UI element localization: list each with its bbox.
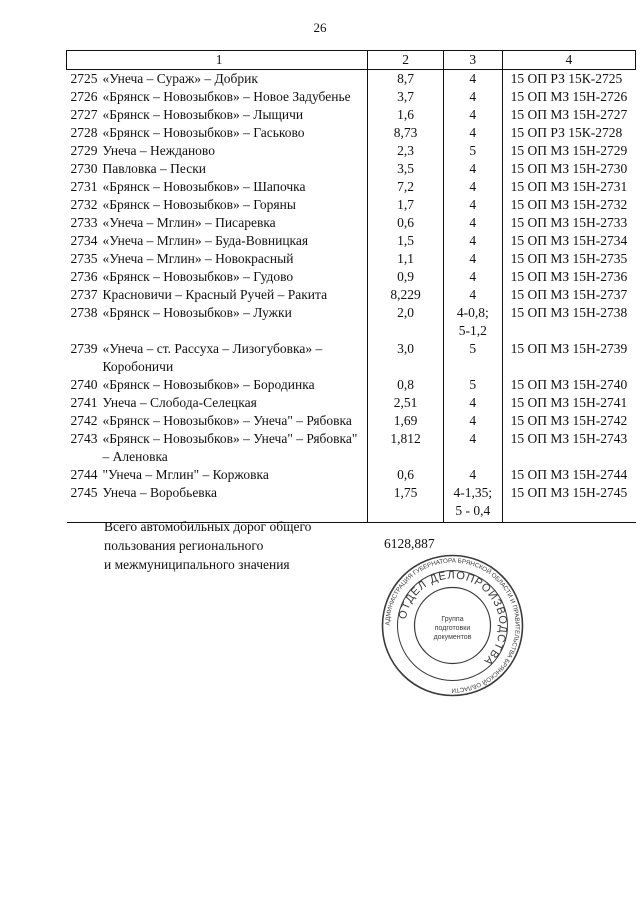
summary-total: 6128,887 bbox=[384, 536, 435, 551]
road-name-cell bbox=[67, 340, 368, 376]
road-code: 15 ОП МЗ 15Н-2729 bbox=[502, 142, 635, 160]
table-row bbox=[67, 250, 636, 268]
road-name: «Брянск – Новозыбков» – Шапочка bbox=[102, 179, 306, 194]
road-name-cell bbox=[67, 430, 368, 466]
road-code: 15 ОП МЗ 15Н-2734 bbox=[502, 232, 635, 250]
road-category: 5 bbox=[443, 376, 502, 394]
road-name-cell bbox=[67, 250, 368, 268]
summary-line: Всего автомобильных дорог общего bbox=[104, 519, 312, 534]
row-number: 2738 bbox=[70, 305, 98, 320]
department-stamp bbox=[380, 553, 525, 698]
column-header-category: 3 bbox=[443, 51, 502, 70]
summary-line: и межмуниципального значения bbox=[104, 557, 290, 572]
summary-label bbox=[104, 517, 311, 574]
row-number: 2731 bbox=[70, 179, 98, 194]
road-length: 3,0 bbox=[368, 340, 444, 376]
row-number: 2728 bbox=[70, 125, 98, 140]
road-code: 15 ОП МЗ 15Н-2736 bbox=[502, 268, 635, 286]
road-name: Унеча – Воробьевка bbox=[102, 485, 218, 500]
road-name: «Унеча – Мглин» – Новокрасный bbox=[102, 251, 294, 266]
road-name-cell bbox=[67, 268, 368, 286]
road-category: 4 bbox=[443, 70, 502, 89]
road-code: 15 ОП МЗ 15Н-2743 bbox=[502, 430, 635, 466]
road-category: 4 bbox=[443, 88, 502, 106]
page-number: 26 bbox=[313, 20, 327, 35]
road-category: 4 bbox=[443, 412, 502, 430]
road-code: 15 ОП МЗ 15Н-2731 bbox=[502, 178, 635, 196]
road-category: 4 bbox=[443, 232, 502, 250]
road-code: 15 ОП МЗ 15Н-2733 bbox=[502, 214, 635, 232]
road-length: 2,3 bbox=[368, 142, 444, 160]
table-row bbox=[67, 124, 636, 142]
road-code: 15 ОП МЗ 15Н-2727 bbox=[502, 106, 635, 124]
row-number: 2743 bbox=[70, 431, 98, 446]
road-length: 1,812 bbox=[368, 430, 444, 466]
road-length: 1,69 bbox=[368, 412, 444, 430]
table-row bbox=[67, 196, 636, 214]
road-name-cell bbox=[67, 160, 368, 178]
road-category: 5 bbox=[443, 142, 502, 160]
roads-table bbox=[66, 50, 636, 523]
stamp-center-line: Группа bbox=[441, 616, 464, 623]
row-number: 2741 bbox=[70, 395, 98, 410]
row-number: 2733 bbox=[70, 215, 98, 230]
table-row bbox=[67, 394, 636, 412]
row-number: 2725 bbox=[70, 71, 98, 86]
road-name: «Унеча – Сураж» – Добрик bbox=[102, 71, 258, 86]
stamp-dept-text: ОТДЕЛ ДЕЛОПРОИЗВОДСТВА bbox=[396, 569, 509, 668]
road-code: 15 ОП МЗ 15Н-2738 bbox=[502, 304, 635, 340]
road-code: 15 ОП МЗ 15Н-2732 bbox=[502, 196, 635, 214]
table-row bbox=[67, 412, 636, 430]
road-category: 4-1,35; 5 - 0,4 bbox=[443, 484, 502, 523]
column-header-name: 1 bbox=[67, 51, 368, 70]
road-name: «Брянск – Новозыбков» – Горяны bbox=[102, 197, 296, 212]
road-name-cell bbox=[67, 124, 368, 142]
row-number: 2745 bbox=[70, 485, 98, 500]
road-name: «Унеча – ст. Рассуха – Лизогубовка» – Коробоничи bbox=[102, 341, 323, 374]
road-code: 15 ОП МЗ 15Н-2745 bbox=[502, 484, 635, 523]
road-name: Павловка – Пески bbox=[102, 161, 206, 176]
table-row bbox=[67, 88, 636, 106]
road-name-cell bbox=[67, 106, 368, 124]
row-number: 2739 bbox=[70, 341, 98, 356]
table-header-row bbox=[67, 51, 636, 70]
table-row bbox=[67, 178, 636, 196]
road-name: «Брянск – Новозыбков» – Гудово bbox=[102, 269, 294, 284]
table-row bbox=[67, 466, 636, 484]
road-name: «Брянск – Новозыбков» – Лыщичи bbox=[102, 107, 304, 122]
table-row bbox=[67, 214, 636, 232]
stamp-center-line: подготовки bbox=[434, 625, 471, 632]
road-name: «Унеча – Мглин» – Буда-Вовницкая bbox=[102, 233, 309, 248]
road-code: 15 ОП МЗ 15Н-2744 bbox=[502, 466, 635, 484]
road-length: 8,73 bbox=[368, 124, 444, 142]
road-category: 4 bbox=[443, 268, 502, 286]
table-row bbox=[67, 70, 636, 89]
table-row bbox=[67, 106, 636, 124]
row-number: 2737 bbox=[70, 287, 98, 302]
table-row bbox=[67, 160, 636, 178]
road-category: 4 bbox=[443, 106, 502, 124]
road-code: 15 ОП МЗ 15Н-2737 bbox=[502, 286, 635, 304]
road-code: 15 ОП МЗ 15Н-2726 bbox=[502, 88, 635, 106]
road-category: 5 bbox=[443, 340, 502, 376]
road-category: 4 bbox=[443, 466, 502, 484]
road-name-cell bbox=[67, 214, 368, 232]
road-name: Унеча – Нежданово bbox=[102, 143, 215, 158]
column-header-code: 4 bbox=[502, 51, 635, 70]
road-code: 15 ОП РЗ 15К-2725 bbox=[502, 70, 635, 89]
road-category: 4-0,8; 5-1,2 bbox=[443, 304, 502, 340]
table-row bbox=[67, 142, 636, 160]
road-name-cell bbox=[67, 286, 368, 304]
table-row bbox=[67, 304, 636, 340]
road-length: 3,7 bbox=[368, 88, 444, 106]
road-name: «Брянск – Новозыбков» – Бородинка bbox=[102, 377, 315, 392]
road-code: 15 ОП МЗ 15Н-2739 bbox=[502, 340, 635, 376]
road-category: 4 bbox=[443, 286, 502, 304]
table-row bbox=[67, 376, 636, 394]
road-name-cell bbox=[67, 394, 368, 412]
row-number: 2736 bbox=[70, 269, 98, 284]
road-length: 1,6 bbox=[368, 106, 444, 124]
road-name-cell bbox=[67, 70, 368, 89]
road-name-cell bbox=[67, 412, 368, 430]
table-row bbox=[67, 340, 636, 376]
road-length: 0,9 bbox=[368, 268, 444, 286]
stamp-outer-text: АДМИНИСТРАЦИЯ ГУБЕРНАТОРА БРЯНСКОЙ ОБЛАСТИ И ПРАВИТЕЛЬСТВА БРЯНСКОЙ ОБЛАСТИ bbox=[384, 557, 521, 694]
row-number: 2726 bbox=[70, 89, 98, 104]
road-category: 4 bbox=[443, 250, 502, 268]
road-category: 4 bbox=[443, 394, 502, 412]
row-number: 2729 bbox=[70, 143, 98, 158]
road-name: «Брянск – Новозыбков» – Унеча" – Рябовка bbox=[102, 413, 352, 428]
road-code: 15 ОП РЗ 15К-2728 bbox=[502, 124, 635, 142]
road-category: 4 bbox=[443, 214, 502, 232]
column-header-length: 2 bbox=[368, 51, 444, 70]
road-length: 0,8 bbox=[368, 376, 444, 394]
summary-line: пользования регионального bbox=[104, 538, 264, 553]
road-name: «Брянск – Новозыбков» – Гаськово bbox=[102, 125, 305, 140]
road-name-cell bbox=[67, 466, 368, 484]
road-length: 8,7 bbox=[368, 70, 444, 89]
road-name-cell bbox=[67, 304, 368, 340]
road-length: 1,5 bbox=[368, 232, 444, 250]
road-name-cell bbox=[67, 376, 368, 394]
row-number: 2735 bbox=[70, 251, 98, 266]
road-category: 4 bbox=[443, 196, 502, 214]
row-number: 2734 bbox=[70, 233, 98, 248]
road-code: 15 ОП МЗ 15Н-2742 bbox=[502, 412, 635, 430]
stamp-center-line: документов bbox=[433, 634, 472, 641]
table-row bbox=[67, 286, 636, 304]
row-number: 2744 bbox=[70, 467, 98, 482]
road-length: 2,51 bbox=[368, 394, 444, 412]
road-length: 7,2 bbox=[368, 178, 444, 196]
road-code: 15 ОП МЗ 15Н-2740 bbox=[502, 376, 635, 394]
row-number: 2730 bbox=[70, 161, 98, 176]
row-number: 2732 bbox=[70, 197, 98, 212]
row-number: 2740 bbox=[70, 377, 98, 392]
road-length: 0,6 bbox=[368, 466, 444, 484]
road-code: 15 ОП МЗ 15Н-2741 bbox=[502, 394, 635, 412]
road-name-cell bbox=[67, 196, 368, 214]
road-length: 1,75 bbox=[368, 484, 444, 523]
table-row bbox=[67, 430, 636, 466]
road-name: «Брянск – Новозыбков» – Новое Задубенье bbox=[102, 89, 351, 104]
road-name-cell bbox=[67, 232, 368, 250]
road-name: «Брянск – Новозыбков» – Унеча" – Рябовка" – Аленовка bbox=[102, 431, 358, 464]
row-number: 2742 bbox=[70, 413, 98, 428]
road-category: 4 bbox=[443, 178, 502, 196]
road-length: 1,1 bbox=[368, 250, 444, 268]
road-name-cell bbox=[67, 88, 368, 106]
road-name-cell bbox=[67, 142, 368, 160]
road-length: 1,7 bbox=[368, 196, 444, 214]
road-length: 2,0 bbox=[368, 304, 444, 340]
road-name: "Унеча – Мглин" – Коржовка bbox=[102, 467, 269, 482]
road-name-cell bbox=[67, 178, 368, 196]
road-category: 4 bbox=[443, 430, 502, 466]
road-category: 4 bbox=[443, 160, 502, 178]
road-code: 15 ОП МЗ 15Н-2730 bbox=[502, 160, 635, 178]
road-category: 4 bbox=[443, 124, 502, 142]
road-name: Красновичи – Красный Ручей – Ракита bbox=[102, 287, 328, 302]
row-number: 2727 bbox=[70, 107, 98, 122]
road-name: «Брянск – Новозыбков» – Лужки bbox=[102, 305, 292, 320]
road-length: 0,6 bbox=[368, 214, 444, 232]
road-code: 15 ОП МЗ 15Н-2735 bbox=[502, 250, 635, 268]
road-name: «Унеча – Мглин» – Писаревка bbox=[102, 215, 276, 230]
table-row bbox=[67, 232, 636, 250]
road-length: 8,229 bbox=[368, 286, 444, 304]
road-name: Унеча – Слобода-Селецкая bbox=[102, 395, 257, 410]
road-length: 3,5 bbox=[368, 160, 444, 178]
table-row bbox=[67, 268, 636, 286]
